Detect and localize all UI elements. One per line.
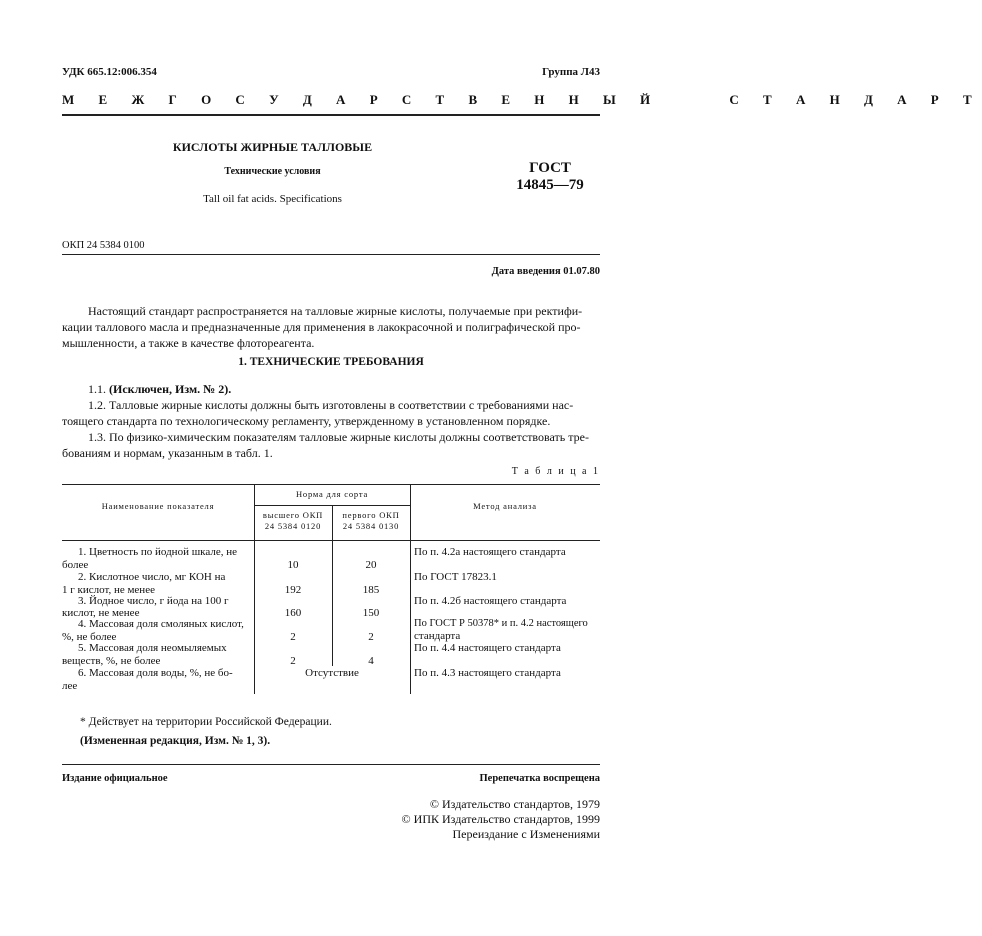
row-value-grade-2: 20	[365, 559, 377, 571]
column-header-grade-2-line-1: первого ОКП	[342, 510, 400, 520]
table-divider-2	[410, 484, 411, 694]
column-header-norm: Норма для сорта	[295, 489, 369, 499]
table-caption: Т а б л и ц а 1	[511, 466, 600, 477]
group-code: Группа Л43	[542, 66, 600, 78]
row-method-line-1: По п. 4.3 настоящего стандарта	[414, 667, 561, 679]
clause-1-3-line-2: бованиям и нормам, указанным в табл. 1.	[62, 446, 273, 460]
row-value-grade-1: 2	[290, 655, 296, 667]
clause-1-2-line-2: тоящего стандарта по технологическому регламенту, утвержденному в установленном порядке.	[62, 414, 551, 428]
row-value-grade-1: 10	[287, 559, 299, 571]
row-indicator-line-2: более	[62, 559, 89, 571]
row-method-line-1: По ГОСТ 17823.1	[414, 571, 497, 583]
row-value-grade-1: 192	[284, 584, 302, 596]
clause-1-3-line-1: 1.3. По физико-химическим показателям талловые жирные кислоты должны соответствовать тре-	[88, 430, 589, 444]
row-method-line-1: По ГОСТ Р 50378* и п. 4.2 настоящего	[414, 618, 588, 629]
intro-line-2: кации таллового масла и предназначенные для применения в лакокрасочной и полиграфической про-	[62, 320, 581, 334]
copyright-1999: © ИПК Издательство стандартов, 1999	[401, 812, 600, 826]
row-value-grade-1: 160	[284, 607, 302, 619]
amended-note: (Измененная редакция, Изм. № 1, 3).	[80, 735, 271, 747]
row-indicator-line-1: 4. Массовая доля смоляных кислот,	[78, 618, 244, 630]
column-header-grade-1-line-1: высшего ОКП	[262, 510, 324, 520]
row-indicator-line-1: 5. Массовая доля неомыляемых	[78, 642, 227, 654]
row-value-grade-2: 150	[362, 607, 380, 619]
row-value-grade-1: 2	[290, 631, 296, 643]
row-method-line-1: По п. 4.2а настоящего стандарта	[414, 546, 566, 558]
row-indicator-line-2: лее	[62, 680, 78, 692]
row-indicator-line-2: кислот, не менее	[62, 607, 140, 619]
gost-label: ГОСТ	[529, 160, 571, 176]
clause-1-1-number: 1.1.	[88, 382, 106, 396]
header-rule	[62, 114, 600, 116]
clause-1-1	[88, 381, 231, 397]
english-title: Tall oil fat acids. Specifications	[203, 193, 342, 205]
clause-1-1-text: (Исключен, Изм. № 2).	[109, 382, 232, 396]
column-header-grade-1-line-2: 24 5384 0120	[264, 521, 322, 531]
gost-number: 14845—79	[516, 177, 584, 193]
reissue-note: Переиздание с Изменениями	[452, 827, 600, 841]
okp-code: ОКП 24 5384 0100	[62, 240, 145, 251]
copyright-1979: © Издательство стандартов, 1979	[429, 797, 600, 811]
row-value-merged: Отсутствие	[305, 667, 359, 679]
row-method-line-1: По п. 4.4 настоящего стандарта	[414, 642, 561, 654]
official-edition: Издание официальное	[62, 773, 168, 784]
row-indicator-line-2: веществ, %, не более	[62, 655, 161, 667]
row-value-grade-2: 185	[362, 584, 380, 596]
intro-line-1: Настоящий стандарт распространяется на талловые жирные кислоты, получаемые при ректифи-	[88, 304, 583, 318]
row-method-line-2: стандарта	[414, 630, 461, 642]
document-subtitle: Технические условия	[224, 166, 321, 177]
interstate-standard-banner: М Е Ж Г О С У Д А Р С Т В Е Н Н Ы Й С Т А Н Д А Р Т	[62, 92, 982, 107]
column-header-indicator: Наименование показателя	[101, 501, 215, 511]
column-header-grade-2-line-2: 24 5384 0130	[342, 521, 400, 531]
row-indicator-line-1: 2. Кислотное число, мг КОН на	[78, 571, 226, 583]
table-header-bottom-rule	[62, 540, 600, 541]
reprint-notice: Перепечатка воспрещена	[479, 773, 600, 784]
clause-1-2-line-1: 1.2. Талловые жирные кислоты должны быть изготовлены в соответствии с требованиями нас-	[88, 398, 574, 412]
udk-code: УДК 665.12:006.354	[62, 66, 157, 78]
table-top-rule	[62, 484, 600, 485]
row-indicator-line-2: %, не более	[62, 631, 117, 643]
row-value-grade-2: 4	[368, 655, 374, 667]
introduction-date: Дата введения 01.07.80	[491, 266, 600, 277]
intro-line-3: мышленности, а также в качестве флотореагента.	[62, 336, 315, 350]
column-header-method: Метод анализа	[473, 501, 537, 511]
row-indicator-line-1: 3. Йодное число, г йода на 100 г	[78, 595, 229, 607]
row-indicator-line-1: 1. Цветность по йодной шкале, не	[78, 546, 237, 558]
row-indicator-line-2: 1 г кислот, не менее	[62, 584, 155, 596]
document-title: КИСЛОТЫ ЖИРНЫЕ ТАЛЛОВЫЕ	[172, 140, 373, 154]
okp-rule	[62, 254, 600, 255]
section-1-title: 1. ТЕХНИЧЕСКИЕ ТРЕБОВАНИЯ	[238, 356, 424, 368]
row-value-grade-2: 2	[368, 631, 374, 643]
footnote: * Действует на территории Российской Федерации.	[80, 716, 332, 728]
row-indicator-line-1: 6. Массовая доля воды, %, не бо-	[78, 667, 233, 679]
row-method-line-1: По п. 4.2б настоящего стандарта	[414, 595, 567, 607]
footer-rule	[62, 764, 600, 765]
